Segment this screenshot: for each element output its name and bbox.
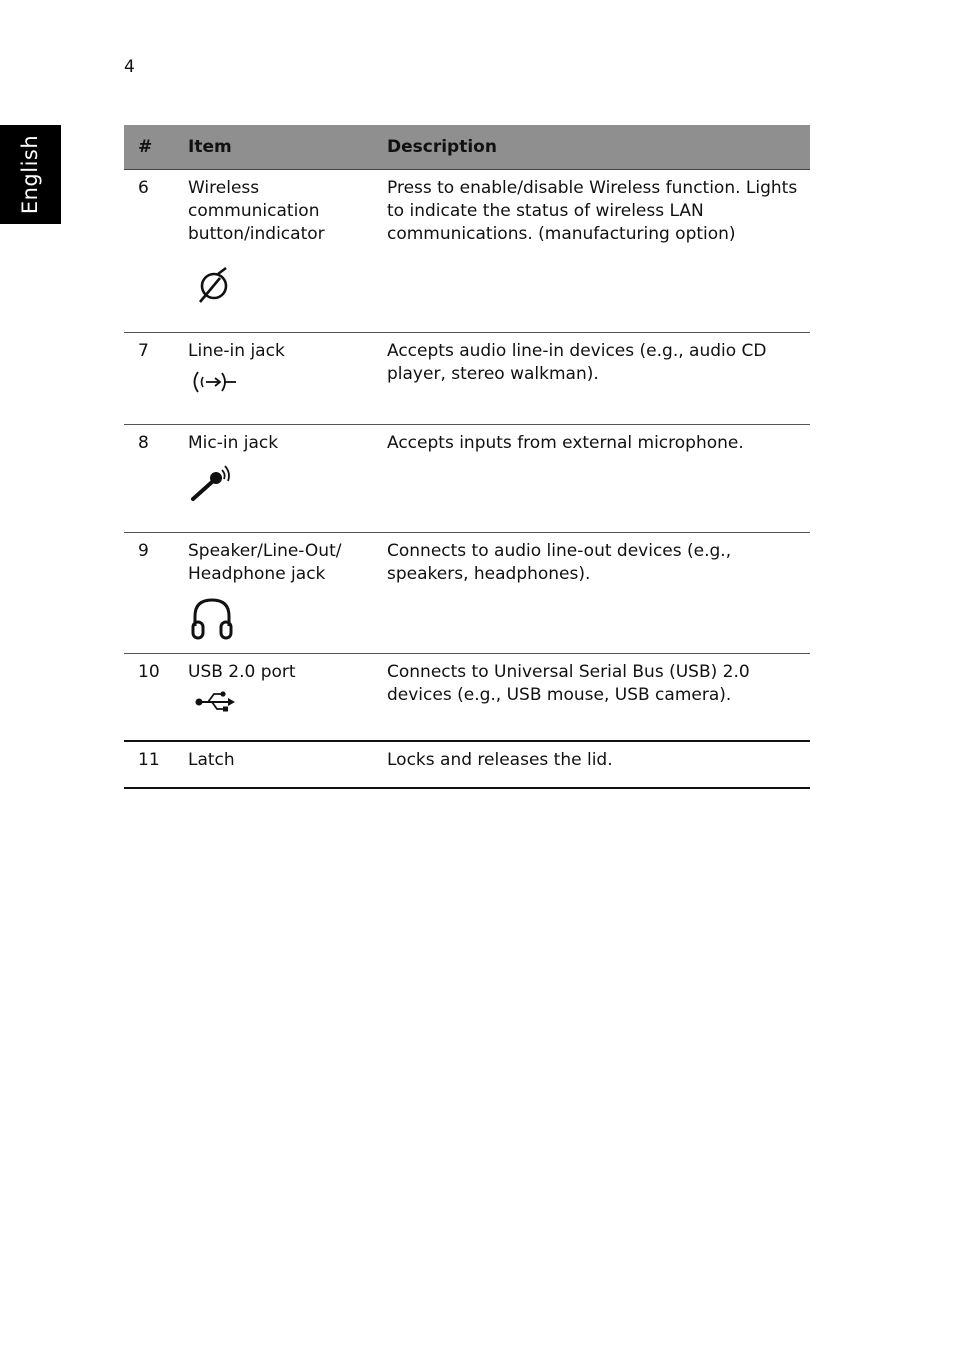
row-num: 9 xyxy=(138,541,149,561)
row-num: 7 xyxy=(138,341,149,361)
row-num: 10 xyxy=(138,662,160,682)
row-num: 6 xyxy=(138,178,149,198)
table-header xyxy=(124,125,810,170)
row-description: Locks and releases the lid. xyxy=(387,750,613,770)
row-item xyxy=(188,432,387,532)
row-item-label: Speaker/Line-Out/ Headphone jack xyxy=(188,541,342,584)
table-row xyxy=(124,170,810,333)
row-item-label: Wireless communication button/indicator xyxy=(188,178,325,244)
language-tab-label: English xyxy=(18,134,43,215)
spec-table xyxy=(124,125,810,789)
line-in-icon xyxy=(190,369,379,395)
microphone-icon xyxy=(190,463,379,503)
row-item xyxy=(188,340,387,424)
row-num: 11 xyxy=(138,750,160,770)
row-description: Accepts inputs from external microphone. xyxy=(387,433,744,453)
language-tab xyxy=(0,125,61,224)
table-row xyxy=(124,425,810,533)
row-item xyxy=(188,661,387,740)
row-num: 8 xyxy=(138,433,149,453)
table-row xyxy=(124,654,810,742)
table-row xyxy=(124,533,810,654)
row-description: Accepts audio line-in devices (e.g., audio CD player, stereo walkman). xyxy=(387,341,767,384)
header-item: Item xyxy=(188,136,232,157)
row-item-label: USB 2.0 port xyxy=(188,662,296,682)
usb-icon xyxy=(194,688,379,714)
header-num: # xyxy=(138,136,153,157)
row-item xyxy=(188,177,387,332)
row-description: Connects to audio line-out devices (e.g., speakers, headphones). xyxy=(387,541,732,584)
row-item xyxy=(188,749,387,787)
row-item-label: Mic-in jack xyxy=(188,433,279,453)
row-description: Press to enable/disable Wireless function. Lights to indicate the status of wireless LAN communications. (manufacturing option) xyxy=(387,178,798,244)
table-row xyxy=(124,742,810,789)
page-number: 4 xyxy=(124,57,135,77)
headphone-icon xyxy=(190,596,379,640)
row-item xyxy=(188,540,387,653)
row-description: Connects to Universal Serial Bus (USB) 2.0 devices (e.g., USB mouse, USB camera). xyxy=(387,662,750,705)
row-item-label: Latch xyxy=(188,750,235,770)
table-row xyxy=(124,333,810,425)
wireless-icon xyxy=(196,264,379,304)
header-description: Description xyxy=(387,136,497,157)
row-item-label: Line-in jack xyxy=(188,341,285,361)
